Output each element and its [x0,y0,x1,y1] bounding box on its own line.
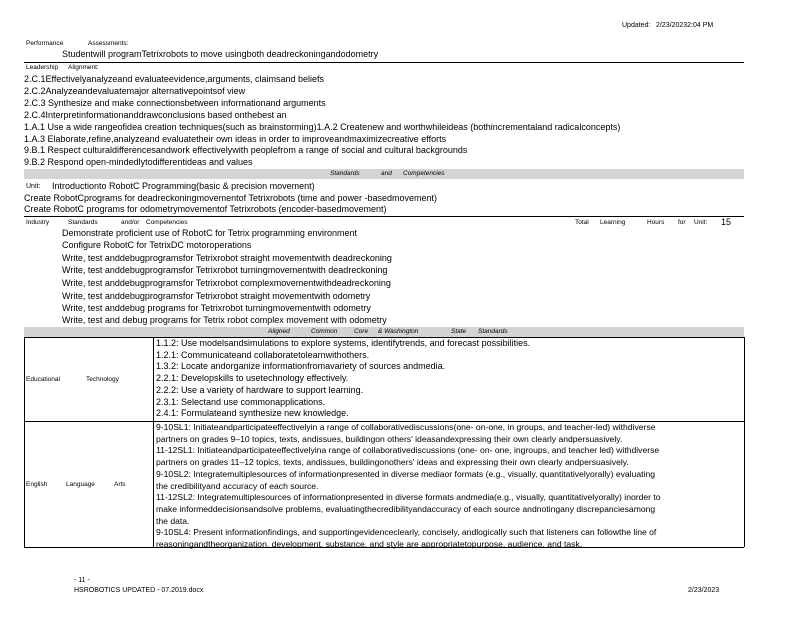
competency-item: Write, test anddebugprogramsfor Tetrixrobot complexmovementwithdeadreckoning [62,278,391,288]
edtech-label: Educational [26,376,60,383]
leadership-item: 1.A.1 Use a wide rangeofidea creation techniques(such as brainstorming)1.A.2 Createnew and worthwhileideas (bothincrementaland radicalconcepts) [24,122,621,132]
edtech-item: 2.2.2: Use a variety of hardware to support learning. [156,384,364,395]
ela-line: the credibilityand accuracy of each source. [156,480,319,491]
footer-date: 2/23/2023 [688,587,720,594]
ela-line: 9-10SL4: Present informationfindings, and supportingevidenceclearly, concisely, andlogically such that listeners can followthe line of [156,527,657,538]
standards-band-label: and [381,170,392,177]
aligned-band-label: Common [311,328,338,335]
unit-label: Unit: [26,183,41,190]
ela-line: partners on grades 11–12 topics, texts, andissues, buildingonothers' ideas and expressing their own clearly andpersuasively. [156,457,629,468]
unit-line: Create RobotCprograms for deadreckoningmovementof Tetrixrobots (time and power -basedmovement) [24,193,438,203]
edtech-item: 1.2.1: Communicateand collaboratetolearnwithothers. [156,349,370,360]
competency-item: Write, test anddebugprogramsfor Tetrixrobot straight movementwith odometry [62,291,371,301]
leadership-item: 9.B.1 Respect culturaldifferencesandwork effectivelywith peoplefrom a range of social and cultural backgrounds [24,145,468,155]
competency-item: Write, test and debug programs for Tetrix robot complex movement with odometry [62,315,387,325]
leadership-item: 2.C.1Effectivelyanalyzeand evaluateevidence,arguments, claimsand beliefs [24,74,325,84]
industry-header: and/or [121,219,140,226]
competency-item: Write, test anddebugprogramsfor Tetrixrobot turningmovementwith deadreckoning [62,265,388,275]
aligned-band-label: State [451,328,467,335]
updated-value: 2/23/20232:04 PM [656,22,714,29]
total-hours-value: 15 [721,217,732,227]
leadership-item: 2.C.2Analyzeandevaluatemajor alternativepointsof view [24,86,246,96]
total-hours-label: Total [575,219,589,226]
leadership-header-b: Alignment: [68,64,99,71]
ela-line: 11-12SL1: Initiateandparticipateeffectivelyina range of collaborativediscussions (one- on- one, ingroups, and teacher led) withdiverse [156,445,660,456]
competency-item: Demonstrate proficient use of RobotC for Tetrix programming environment [62,228,357,238]
aligned-band-label: Core [354,328,369,335]
leadership-item: 2.C.3 Synthesize and make connectionsbetween informationand arguments [24,98,326,108]
edtech-item: 2.4.1: Formulateand synthesize new knowledge. [156,408,349,419]
table-column-divider [153,337,154,547]
edtech-item: 2.3.1: Selectand use commonapplications. [156,396,326,407]
industry-header: Standards [68,219,98,226]
edtech-item: 1.3.2: Locate andorganize informationfromavariety of sources andmedia. [156,361,446,372]
edtech-label: Technology [86,376,119,383]
assessments-header-b: Assessments: [88,40,129,47]
leadership-header-a: Leadership [26,64,59,71]
page-number: - 11 - [74,577,90,584]
industry-header: Competencies [146,219,188,226]
ela-standards [156,422,741,551]
total-hours-label: Unit: [694,219,708,226]
industry-header: Industry [26,219,50,226]
standards-band-label: Standards [330,170,360,177]
divider [24,62,744,63]
leadership-item: 9.B.2 Respond open-mindedlytodifferentideas and values [24,157,253,167]
competency-item: Write, test anddebugprogramsfor Tetrixrobot straight movementwith deadreckoning [62,253,392,263]
table-border-left [24,337,25,547]
table-border-right [744,337,745,547]
updated-label: Updated: [622,22,651,29]
ela-line: make informeddecisionsandsolve problems, evaluatingthecredibilityandaccuracy of each source andnotingany discrepanciesamong [156,503,656,514]
total-hours-label: Learning [600,219,626,226]
edtech-item: 2.2.1: Developskills to usetechnology effectively. [156,373,349,384]
unit-line: Create RobotC programs for odometrymovementof Tetrixrobots (encoder-basedmovement) [24,204,387,214]
ela-line: partners on grades 9–10 topics, texts, andissues, buildingon others' ideasandexpressing their own clearly andpersuasively. [156,433,623,444]
ela-line: the data. [156,515,190,526]
aligned-band-label: Standards [478,328,508,335]
aligned-band-label: & Washington [378,328,419,335]
edtech-standards [156,338,741,420]
ela-line: 9-10SL2: Integratemultiplesources of informationpresented in diverse mediaor formats (e.g., visually, quantitativelyorally) evaluating [156,468,656,479]
leadership-item: 1.A.3 Elaborate,refine,analyzeand evaluatetheir own ideas in order to improveandmaximizecreative efforts [24,134,447,144]
ela-label: Language [66,481,95,488]
leadership-item: 2.C.4Interpretinformationanddrawconclusions based onthebest an [24,110,287,120]
total-hours-label: Hours [647,219,665,226]
competency-item: Write, test anddebug programs for Tetrixrobot turningmovementwith odometry [62,303,371,313]
assessment-item: Studentwill programTetrixrobots to move usingboth deadreckoningandodometry [62,49,379,59]
ela-line: reasoningandtheorganization, development, substance, and style are appropriatetopurpose, audience, and task. [156,539,583,550]
competency-item: Configure RobotC for TetrixDC motoroperations [62,240,252,250]
ela-label: Arts [114,481,126,488]
assessments-header-a: Performance [26,40,64,47]
aligned-band-label: Aligned [268,328,290,335]
ela-line: 9-10SL1: Initiateandparticipateeffectivelyin a range of collaborativediscussions(one- on-one, in groups, and teacher-led) withdiverse [156,422,656,432]
ela-line: 11-12SL2: Integratemultiplesources of informationpresented in diverse formats andmedia(e.g., visually, quantitativelyorally) inorder to [156,492,661,503]
total-hours-label: for [678,219,686,226]
standards-band-label: Competencies [403,170,445,177]
footer-filename: HSROBOTICS UPDATED - 07.2019.docx [74,587,204,594]
ela-label: English [26,481,48,488]
edtech-item: 1.1.2: Use modelsandsimulations to explore systems, identifytrends, and forecast possibilities. [156,338,531,348]
divider [24,216,744,217]
unit-title: Introductionto RobotC Programming(basic & precision movement) [52,181,315,191]
